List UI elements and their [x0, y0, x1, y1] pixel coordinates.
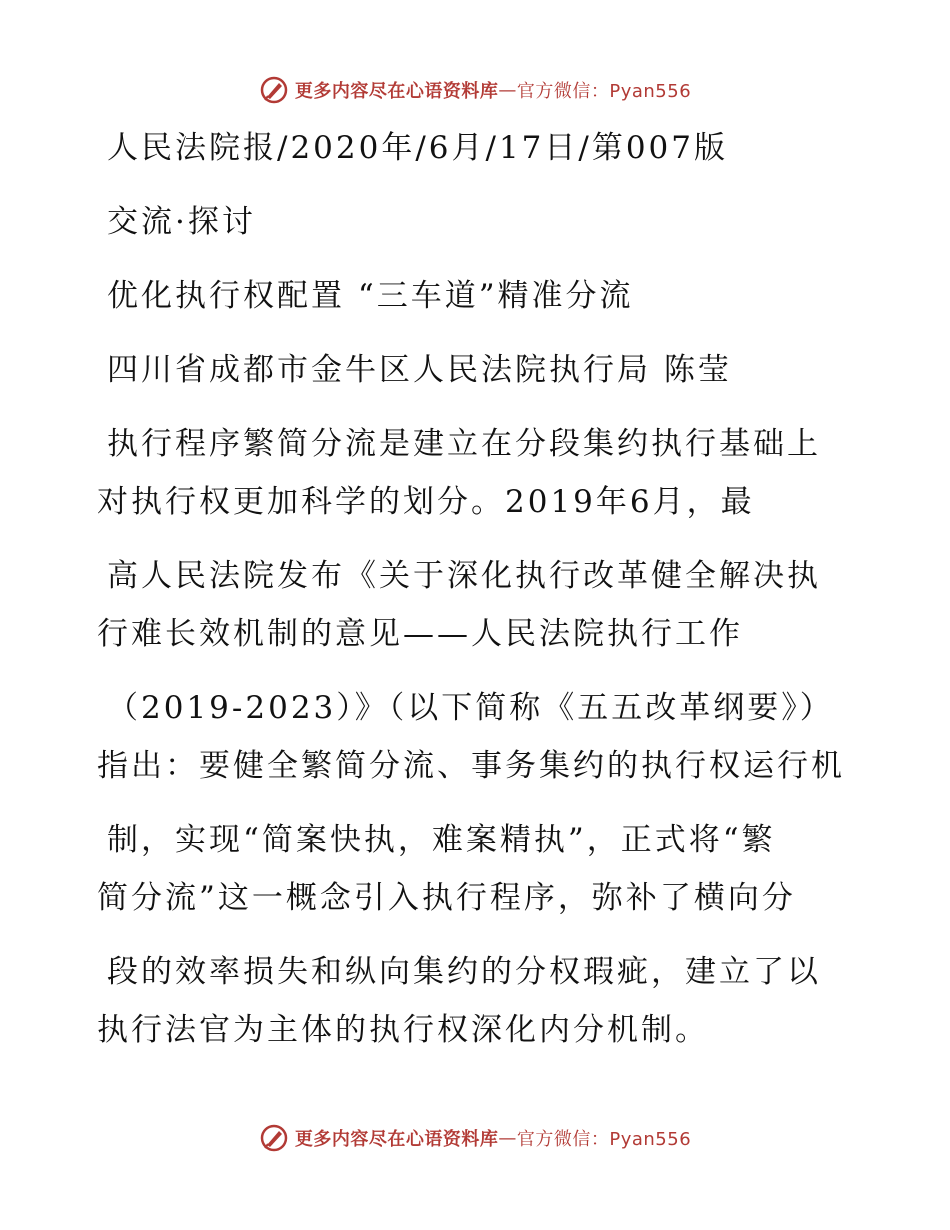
- watermark-banner-top: [0, 70, 950, 110]
- body-line: 简分流”这一概念引入执行程序，弥补了横向分: [97, 880, 796, 916]
- body-line: 执行程序繁简分流是建立在分段集约执行基础上: [107, 426, 821, 462]
- banner-contact: 官方微信：Pyan556: [516, 1129, 692, 1150]
- article-author: 四川省成都市金牛区人民法院执行局 陈莹: [107, 352, 732, 388]
- banner-text: 更多内容尽在心语资料库: [294, 81, 499, 102]
- article-title: 优化执行权配置 “三车道”精准分流: [107, 278, 634, 314]
- banner-separator: —: [498, 79, 517, 101]
- body-line: 执行法官为主体的执行权深化内分机制。: [97, 1012, 709, 1048]
- banner-text: 更多内容尽在心语资料库: [294, 1129, 499, 1150]
- watermark-banner-bottom: [0, 1118, 950, 1158]
- body-line: （2019-2023）》（以下简称《五五改革纲要》）: [107, 690, 834, 726]
- article-source: 人民法院报/2020年/6月/17日/第007版: [107, 130, 729, 166]
- body-line: 指出：要健全繁简分流、事务集约的执行权运行机: [97, 748, 845, 784]
- banner-separator: —: [498, 1127, 517, 1149]
- quill-pen-logo-icon: [259, 75, 289, 105]
- body-line: 行难长效机制的意见——人民法院执行工作: [97, 616, 743, 652]
- body-line: 高人民法院发布《关于深化执行改革健全解决执: [107, 558, 821, 594]
- banner-contact: 官方微信：Pyan556: [516, 81, 692, 102]
- body-line: 制，实现“简案快执，难案精执”，正式将“繁: [107, 822, 776, 858]
- article-column: 交流·探讨: [107, 204, 256, 240]
- quill-pen-logo-icon: [259, 1123, 289, 1153]
- body-line: 对执行权更加科学的划分。2019年6月，最: [97, 484, 755, 520]
- body-line: 段的效率损失和纵向集约的分权瑕疵，建立了以: [107, 954, 821, 990]
